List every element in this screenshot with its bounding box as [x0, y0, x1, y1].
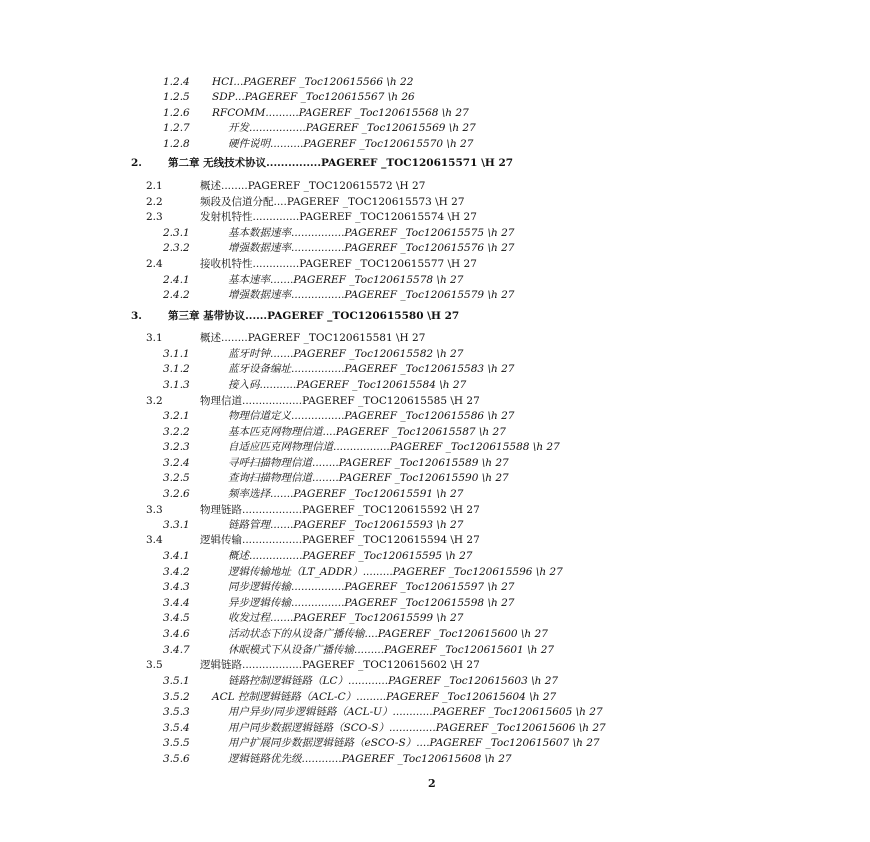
toc-entry-pageref: PAGEREF _Toc120615596 \h 27 — [392, 566, 563, 578]
toc-entry-pageref: PAGEREF _Toc120615597 \h 27 — [344, 581, 515, 593]
toc-entry-title: 异步逻辑传输 — [228, 597, 291, 609]
toc-entry-title: 逻辑链路 — [200, 659, 242, 671]
toc-entry-leader: ........ — [312, 457, 339, 469]
toc-entry[interactable] — [163, 273, 463, 287]
toc-entry-title: 频段及信道分配 — [200, 196, 274, 208]
toc-entry-pageref: PAGEREF _Toc120615587 \h 27 — [335, 426, 506, 438]
toc-entry[interactable] — [163, 137, 473, 151]
toc-entry-number: 3.2.5 — [163, 472, 190, 484]
toc-entry-pageref: PAGEREF _Toc120615604 \h 27 — [386, 691, 557, 703]
toc-entry-number: 3.4.3 — [163, 581, 190, 593]
toc-entry-leader: .............. — [252, 258, 300, 270]
toc-entry-leader: ................ — [291, 227, 345, 239]
toc-entry[interactable] — [146, 533, 480, 547]
toc-entry[interactable] — [163, 643, 554, 657]
toc-entry-title: 物理信道 — [200, 395, 242, 407]
toc-entry-leader: ................ — [291, 363, 345, 375]
toc-entry-leader: .................. — [242, 659, 303, 671]
toc-entry-title: 逻辑传输地址（LT_ADDR） — [228, 566, 363, 578]
toc-entry-pageref: PAGEREF _Toc120615569 \h 27 — [305, 122, 476, 134]
toc-entry[interactable] — [146, 257, 477, 271]
toc-entry-pageref: PAGEREF _TOC120615574 \H 27 — [299, 211, 477, 223]
toc-entry-leader: ... — [234, 91, 245, 103]
toc-entry[interactable] — [163, 705, 603, 719]
toc-entry-number: 3.1.2 — [163, 363, 190, 375]
toc-entry-pageref: PAGEREF _TOC120615572 \H 27 — [247, 180, 426, 192]
toc-entry-leader: ................ — [291, 289, 345, 301]
toc-entry-number: 1.2.7 — [163, 122, 190, 134]
toc-entry-number: 3.2.2 — [163, 426, 190, 438]
toc-entry-pageref: PAGEREF _Toc120615593 \h 27 — [293, 519, 464, 531]
toc-entry-pageref: PAGEREF _Toc120615603 \h 27 — [388, 675, 559, 687]
toc-entry-leader: .............. — [252, 211, 300, 223]
toc-entry[interactable] — [163, 90, 415, 104]
toc-entry[interactable] — [131, 309, 459, 323]
toc-entry-title: 频率选择 — [228, 488, 270, 500]
toc-entry-number: 2.3 — [146, 211, 163, 223]
toc-entry-pageref: PAGEREF _Toc120615578 \h 27 — [293, 274, 464, 286]
toc-entry-title: 概述 — [228, 550, 249, 562]
toc-entry[interactable] — [163, 596, 514, 610]
toc-entry-title: 自适应匹克网物理信道 — [228, 441, 333, 453]
toc-entry[interactable] — [146, 179, 425, 193]
toc-entry-pageref: PAGEREF _Toc120615595 \h 27 — [302, 550, 473, 562]
toc-entry[interactable] — [146, 331, 425, 345]
toc-entry-leader: ......... — [354, 644, 385, 656]
toc-entry-pageref: PAGEREF _TOC120615571 \H 27 — [321, 157, 514, 169]
toc-entry-leader: .................. — [242, 395, 303, 407]
toc-entry-number: 3.4.6 — [163, 628, 190, 640]
toc-entry-number: 2.1 — [146, 180, 163, 192]
toc-entry-leader: .......... — [265, 107, 299, 119]
toc-entry-number: 2.2 — [146, 196, 163, 208]
toc-entry-title: 休眠模式下从设备广播传输 — [228, 644, 354, 656]
toc-entry-title: 同步逻辑传输 — [228, 581, 291, 593]
toc-entry-title: 链路控制逻辑链路（LC） — [228, 675, 349, 687]
toc-entry-number: 3.4.7 — [163, 644, 190, 656]
toc-entry-number: 2.3.1 — [163, 227, 190, 239]
toc-entry[interactable] — [163, 288, 514, 302]
toc-entry-leader: ........ — [221, 332, 248, 344]
toc-entry[interactable] — [163, 518, 463, 532]
toc-entry-pageref: PAGEREF _TOC120615573 \H 27 — [286, 196, 465, 208]
toc-entry-number: 3.5.1 — [163, 675, 190, 687]
toc-entry-number: 2. — [131, 157, 142, 169]
toc-entry-pageref: PAGEREF _TOC120615602 \H 27 — [302, 659, 480, 671]
toc-entry[interactable] — [163, 362, 514, 376]
toc-entry-title: 活动状态下的从设备广播传输 — [228, 628, 365, 640]
toc-entry-pageref: PAGEREF _Toc120615588 \h 27 — [389, 441, 560, 453]
toc-entry-pageref: PAGEREF _Toc120615576 \h 27 — [344, 242, 515, 254]
toc-entry-number: 3.2.6 — [163, 488, 190, 500]
toc-entry[interactable] — [163, 627, 548, 641]
toc-entry-pageref: PAGEREF _TOC120615592 \H 27 — [302, 504, 480, 516]
toc-entry-leader: .... — [364, 628, 378, 640]
toc-entry-number: 3.2.1 — [163, 410, 190, 422]
toc-entry-leader: ......... — [356, 691, 387, 703]
toc-entry[interactable] — [163, 440, 560, 454]
toc-entry[interactable] — [146, 503, 480, 517]
toc-entry-title: 基本速率 — [228, 274, 270, 286]
toc-entry[interactable] — [146, 195, 465, 209]
toc-entry-leader: ........ — [221, 180, 248, 192]
toc-entry-title: 基本数据速率 — [228, 227, 291, 239]
toc-entry-title: 第三章 基带协议 — [168, 310, 246, 322]
toc-entry-pageref: PAGEREF _Toc120615567 \h 26 — [244, 91, 415, 103]
toc-entry-pageref: PAGEREF _Toc120615568 \h 27 — [298, 107, 469, 119]
toc-entry[interactable] — [163, 378, 466, 392]
toc-entry-title: 蓝牙设备编址 — [228, 363, 291, 375]
toc-entry-title: SDP — [212, 91, 235, 103]
toc-entry-leader: .... — [273, 196, 287, 208]
toc-entry[interactable] — [163, 106, 469, 120]
toc-entry-title: 硬件说明 — [228, 138, 270, 150]
toc-entry-leader: ............ — [392, 706, 433, 718]
toc-entry-pageref: PAGEREF _Toc120615582 \h 27 — [293, 348, 464, 360]
toc-entry[interactable] — [163, 611, 463, 625]
toc-entry-number: 3.5.3 — [163, 706, 190, 718]
toc-entry-number: 2.3.2 — [163, 242, 190, 254]
toc-entry-title: ACL 控制逻辑链路（ACL-C） — [212, 691, 357, 703]
toc-entry-number: 2.4 — [146, 258, 163, 270]
toc-entry-leader: .................. — [242, 534, 303, 546]
toc-entry-leader: ....... — [270, 348, 294, 360]
toc-entry-number: 1.2.4 — [163, 76, 190, 88]
toc-entry-pageref: PAGEREF _Toc120615566 \h 22 — [243, 76, 414, 88]
toc-entry-title: 发射机特性 — [200, 211, 253, 223]
toc-entry-pageref: PAGEREF _TOC120615581 \H 27 — [247, 332, 426, 344]
toc-entry-number: 3.4.5 — [163, 612, 190, 624]
toc-entry-title: 物理链路 — [200, 504, 242, 516]
toc-entry-number: 3.2.3 — [163, 441, 190, 453]
toc-entry-number: 3.2.4 — [163, 457, 190, 469]
toc-entry-title: 概述 — [200, 180, 221, 192]
toc-entry-leader: ................. — [249, 122, 306, 134]
toc-entry[interactable] — [163, 75, 413, 89]
toc-entry-title: 增强数据速率 — [228, 242, 291, 254]
toc-entry-number: 3.1 — [146, 332, 163, 344]
toc-entry-number: 3.2 — [146, 395, 163, 407]
toc-entry-number: 3.4.1 — [163, 550, 190, 562]
toc-entry-pageref: PAGEREF _Toc120615589 \h 27 — [338, 457, 509, 469]
toc-entry-title: 开发 — [228, 122, 249, 134]
toc-entry-number: 3.4.4 — [163, 597, 190, 609]
toc-entry-number: 3.4.2 — [163, 566, 190, 578]
toc-entry-number: 3.5.2 — [163, 691, 190, 703]
toc-entry-number: 3.5.5 — [163, 737, 190, 749]
toc-entry-number: 1.2.6 — [163, 107, 190, 119]
toc-entry[interactable] — [163, 752, 512, 766]
toc-entry[interactable] — [163, 347, 463, 361]
toc-entry[interactable] — [146, 394, 480, 408]
toc-entry-number: 3.5.4 — [163, 722, 190, 734]
toc-entry[interactable] — [163, 409, 514, 423]
toc-entry-leader: ................ — [291, 581, 345, 593]
toc-entry-leader: ................ — [291, 410, 345, 422]
toc-entry-number: 3.1.1 — [163, 348, 190, 360]
toc-entry[interactable] — [163, 565, 563, 579]
toc-entry-leader: ........ — [312, 472, 339, 484]
toc-entry-leader: ................. — [333, 441, 390, 453]
toc-entry-pageref: PAGEREF _TOC120615580 \H 27 — [267, 310, 460, 322]
toc-entry-number: 3.3.1 — [163, 519, 190, 531]
toc-entry-number: 3.5.6 — [163, 753, 190, 765]
toc-entry-pageref: PAGEREF _Toc120615600 \h 27 — [377, 628, 548, 640]
toc-entry-title: 接收机特性 — [200, 258, 253, 270]
toc-entry-leader: ............ — [348, 675, 389, 687]
toc-entry-number: 3. — [131, 310, 142, 322]
toc-entry[interactable] — [163, 690, 556, 704]
toc-entry-title: HCI — [212, 76, 234, 88]
toc-entry-leader: ....... — [270, 488, 294, 500]
toc-entry-pageref: PAGEREF _Toc120615599 \h 27 — [293, 612, 464, 624]
toc-entry-title: 物理信道定义 — [228, 410, 291, 422]
toc-entry-title: 概述 — [200, 332, 221, 344]
toc-entry[interactable] — [163, 487, 463, 501]
toc-entry[interactable] — [163, 674, 558, 688]
toc-entry-title: 接入码 — [228, 379, 260, 391]
toc-entry-title: 增强数据速率 — [228, 289, 291, 301]
toc-entry[interactable] — [163, 425, 506, 439]
toc-entry-pageref: PAGEREF _Toc120615584 \h 27 — [296, 379, 467, 391]
toc-entry-pageref: PAGEREF _Toc120615575 \h 27 — [344, 227, 515, 239]
toc-entry-pageref: PAGEREF _Toc120615605 \h 27 — [432, 706, 603, 718]
toc-entry-leader: ................ — [249, 550, 303, 562]
toc-entry-leader: ........... — [259, 379, 297, 391]
toc-entry-title: 逻辑传输 — [200, 534, 242, 546]
toc-entry-title: 寻呼扫描物理信道 — [228, 457, 312, 469]
toc-entry[interactable] — [163, 549, 472, 563]
toc-entry[interactable] — [163, 226, 514, 240]
toc-entry[interactable] — [163, 471, 509, 485]
toc-entry-leader: .... — [416, 737, 430, 749]
toc-entry-leader: .... — [322, 426, 336, 438]
toc-entry-leader: ....... — [270, 519, 294, 531]
toc-entry-pageref: PAGEREF _Toc120615590 \h 27 — [338, 472, 509, 484]
toc-entry-number: 3.5 — [146, 659, 163, 671]
toc-entry-pageref: PAGEREF _Toc120615583 \h 27 — [344, 363, 515, 375]
toc-entry-leader: .............. — [388, 722, 436, 734]
toc-entry-leader: ............... — [266, 157, 321, 169]
toc-entry-leader: ............ — [301, 753, 342, 765]
toc-entry-pageref: PAGEREF _Toc120615586 \h 27 — [344, 410, 515, 422]
toc-entry[interactable] — [131, 156, 513, 170]
toc-entry-title: 基本匹克网物理信道 — [228, 426, 323, 438]
toc-entry-leader: ................ — [291, 242, 345, 254]
toc-entry[interactable] — [163, 736, 600, 750]
toc-entry[interactable] — [146, 658, 480, 672]
toc-entry[interactable] — [163, 580, 514, 594]
toc-entry-pageref: PAGEREF _Toc120615570 \h 27 — [303, 138, 474, 150]
toc-entry-number: 3.4 — [146, 534, 163, 546]
toc-entry-number: 2.4.2 — [163, 289, 190, 301]
toc-entry[interactable] — [163, 721, 606, 735]
toc-entry-pageref: PAGEREF _Toc120615598 \h 27 — [344, 597, 515, 609]
toc-entry-title: 收发过程 — [228, 612, 270, 624]
toc-entry-leader: ...... — [245, 310, 268, 322]
toc-entry-pageref: PAGEREF _Toc120615607 \h 27 — [429, 737, 600, 749]
toc-entry-leader: ....... — [270, 612, 294, 624]
toc-entry-leader: ... — [233, 76, 244, 88]
toc-entry-pageref: PAGEREF _Toc120615608 \h 27 — [341, 753, 512, 765]
toc-entry-pageref: PAGEREF _Toc120615591 \h 27 — [293, 488, 464, 500]
toc-entry-pageref: PAGEREF _TOC120615577 \H 27 — [299, 258, 477, 270]
toc-entry-leader: ................ — [291, 597, 345, 609]
toc-entry-title: 用户异步/同步逻辑链路（ACL-U） — [228, 706, 393, 718]
toc-entry-number: 2.4.1 — [163, 274, 190, 286]
toc-entry-leader: .......... — [270, 138, 304, 150]
toc-entry-leader: .................. — [242, 504, 303, 516]
toc-entry-title: 用户同步数据逻辑链路（SCO-S） — [228, 722, 389, 734]
toc-entry-title: 链路管理 — [228, 519, 270, 531]
toc-entry-pageref: PAGEREF _Toc120615601 \h 27 — [384, 644, 555, 656]
toc-entry-title: RFCOMM — [212, 107, 266, 119]
toc-entry[interactable] — [163, 241, 514, 255]
toc-entry-number: 1.2.8 — [163, 138, 190, 150]
toc-entry-title: 蓝牙时钟 — [228, 348, 270, 360]
toc-entry-pageref: PAGEREF _Toc120615579 \h 27 — [344, 289, 515, 301]
toc-entry-title: 逻辑链路优先级 — [228, 753, 302, 765]
toc-entry-leader: ....... — [270, 274, 294, 286]
toc-entry[interactable] — [163, 456, 509, 470]
toc-entry-number: 1.2.5 — [163, 91, 190, 103]
toc-entry-pageref: PAGEREF _Toc120615606 \h 27 — [435, 722, 606, 734]
page-number: 2 — [428, 777, 436, 790]
toc-entry-title: 第二章 无线技术协议 — [168, 157, 267, 169]
toc-entry-pageref: PAGEREF _TOC120615594 \H 27 — [302, 534, 480, 546]
toc-entry-number: 3.3 — [146, 504, 163, 516]
toc-entry-title: 查询扫描物理信道 — [228, 472, 312, 484]
toc-entry-pageref: PAGEREF _TOC120615585 \H 27 — [302, 395, 480, 407]
toc-entry[interactable] — [146, 210, 477, 224]
toc-entry-number: 3.1.3 — [163, 379, 190, 391]
toc-entry-title: 用户扩展同步数据逻辑链路（eSCO-S） — [228, 737, 417, 749]
toc-entry[interactable] — [163, 121, 476, 135]
toc-entry-leader: ......... — [362, 566, 393, 578]
